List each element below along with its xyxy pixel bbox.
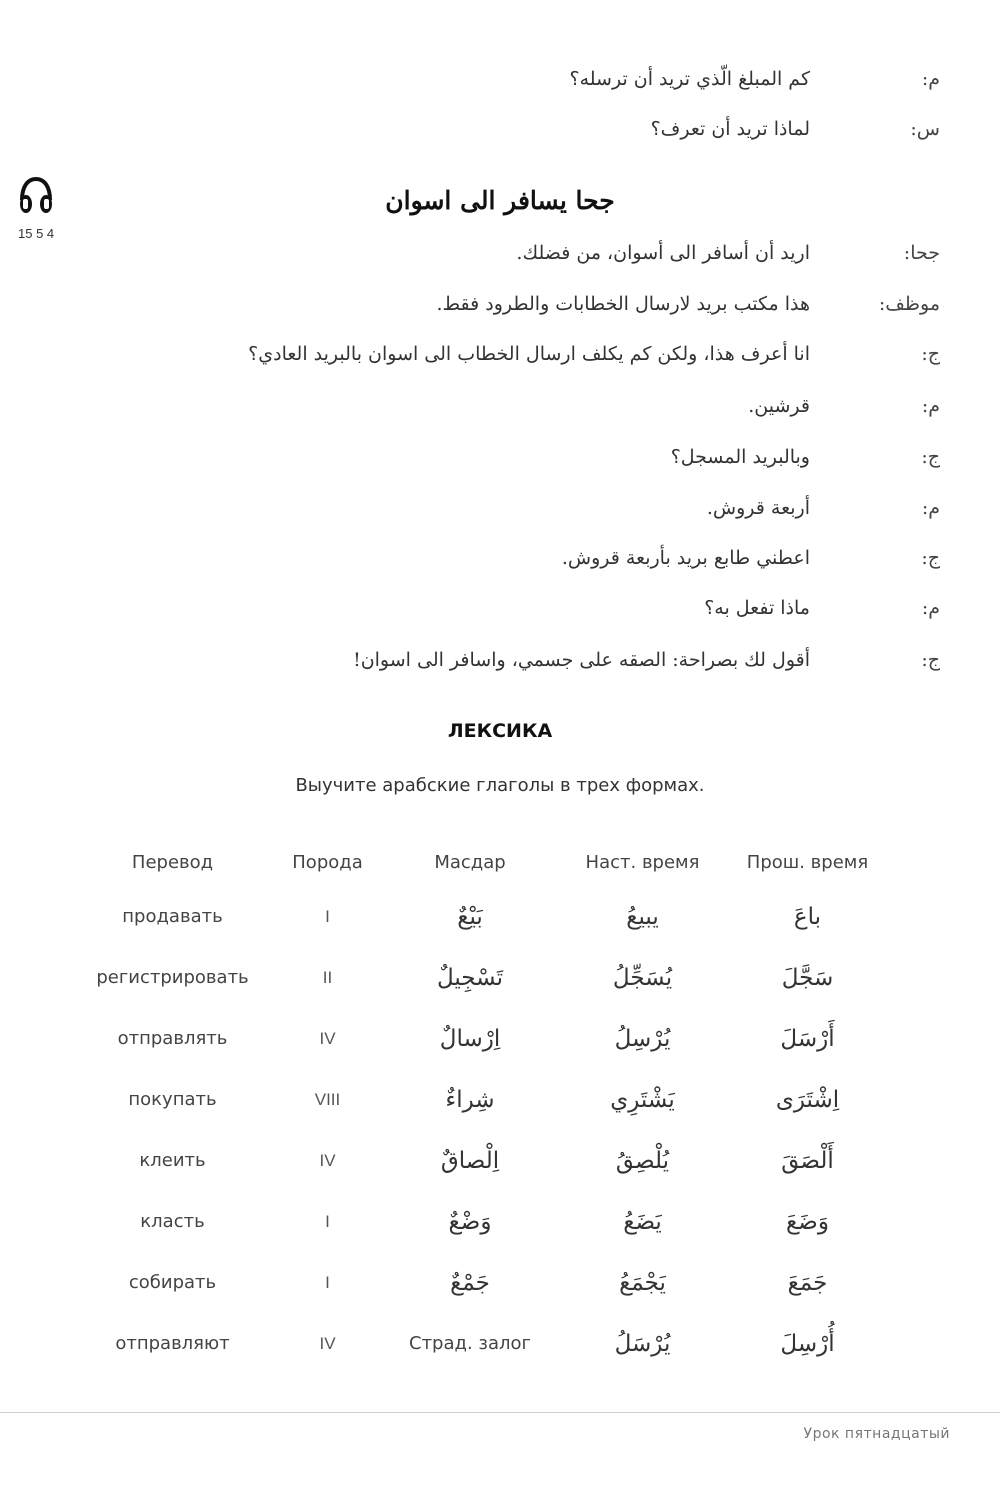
line-text: أربعة قروش. (706, 497, 810, 519)
speaker-label: موظف: (878, 293, 940, 315)
table-row (70, 1252, 890, 1313)
table-row (70, 1008, 890, 1069)
past-cell: أُرْسِلَ (780, 1330, 835, 1357)
form-cell: II (322, 967, 333, 987)
present-cell: يَجْمَعُ (619, 1269, 666, 1296)
present-cell: يُرْسِلُ (614, 1025, 671, 1052)
line-text: هذا مكتب بريد لارسال الخطابات والطرود فقط. (436, 293, 810, 315)
form-cell: VIII (314, 1089, 341, 1109)
form-cell: IV (319, 1333, 336, 1353)
line-text: اريد أن أسافر الى أسوان، من فضلك. (516, 242, 810, 264)
masdar-cell: اِلْصاقٌ (440, 1147, 500, 1174)
translation-cell: класть (140, 1211, 205, 1232)
present-cell: يُرْسَلُ (614, 1330, 671, 1357)
masdar-cell: تَسْجِيلٌ (436, 964, 504, 991)
present-cell: يبيعُ (626, 903, 659, 930)
speaker-label: م: (921, 395, 940, 417)
dialogue-line (0, 643, 1000, 683)
form-cell: I (325, 1211, 330, 1231)
line-text: قرشين. (748, 395, 810, 417)
line-text: ماذا تفعل به؟ (704, 597, 810, 619)
masdar-cell: بَيْعٌ (457, 903, 483, 930)
masdar-cell: وَضْعٌ (448, 1208, 492, 1235)
past-cell: أَلْصَقَ (781, 1147, 834, 1174)
dialogue-line (0, 287, 1000, 327)
form-cell: I (325, 906, 330, 926)
speaker-label: م: (921, 497, 940, 519)
translation-cell: собирать (128, 1272, 217, 1293)
translation-cell: клеить (139, 1150, 206, 1171)
form-cell: I (325, 1272, 330, 1292)
present-cell: يُلْصِقُ (615, 1147, 670, 1174)
header-present: Наст. время (585, 851, 700, 873)
speaker-label: ج: (921, 547, 940, 569)
line-text: أقول لك بصراحة: الصقه على جسمي، واسافر الى اسوان! (353, 649, 810, 671)
speaker-label: ج: (921, 446, 940, 468)
past-cell: اِشْتَرَى (775, 1086, 840, 1113)
speaker-label: س: (910, 118, 940, 140)
past-cell: باعَ (793, 903, 822, 930)
past-cell: أَرْسَلَ (780, 1025, 835, 1052)
masdar-cell: Страд. залог (409, 1333, 531, 1354)
intro-line-2 (0, 112, 1000, 152)
translation-cell: отправлять (117, 1028, 228, 1049)
translation-cell: регистрировать (96, 967, 249, 988)
dialogue-line (0, 591, 1000, 631)
dialogue-line (0, 491, 1000, 531)
dialogue-line (0, 337, 1000, 377)
line-text: كم المبلغ الّذي تريد أن ترسله؟ (569, 68, 810, 90)
line-text: لماذا تريد أن تعرف؟ (650, 118, 810, 140)
intro-line-1 (0, 62, 1000, 102)
present-cell: يَضَعُ (623, 1208, 662, 1235)
present-cell: يَشْتَرِي (610, 1086, 675, 1113)
line-text: اعطني طابع بريد بأربعة قروش. (561, 547, 810, 569)
footer-divider (0, 1412, 1000, 1413)
dialogue-title: جحا يسافر الى اسوان (385, 186, 615, 215)
line-text: وبالبريد المسجل؟ (670, 446, 810, 468)
speaker-label: جحا: (903, 242, 940, 264)
header-masdar: Масдар (434, 851, 506, 873)
dialogue-line (0, 440, 1000, 480)
table-row (70, 1313, 890, 1374)
instruction-text: Выучите арабские глаголы в трех формах. (295, 775, 705, 796)
masdar-cell: جَمْعٌ (450, 1269, 490, 1296)
speaker-label: م: (921, 597, 940, 619)
masdar-cell: اِرْسالٌ (439, 1025, 501, 1052)
header-form: Порода (292, 851, 363, 873)
speaker-label: ج: (921, 343, 940, 365)
header-past: Прош. время (746, 851, 869, 873)
form-cell: IV (319, 1150, 336, 1170)
table-row (70, 1191, 890, 1252)
speaker-label: م: (921, 68, 940, 90)
dialogue-line (0, 541, 1000, 581)
past-cell: جَمَعَ (787, 1269, 828, 1296)
table-header-row (70, 838, 890, 886)
table-row (70, 947, 890, 1008)
speaker-label: ج: (921, 649, 940, 671)
form-cell: IV (319, 1028, 336, 1048)
dialogue-line (0, 236, 1000, 276)
headphones-icon (18, 176, 54, 216)
masdar-cell: شِراءٌ (445, 1086, 495, 1113)
page-footer: Урок пятнадцатый (803, 1426, 950, 1442)
translation-cell: продавать (122, 906, 223, 927)
table-row (70, 886, 890, 947)
past-cell: وَضَعَ (786, 1208, 829, 1235)
translation-cell: отправляют (115, 1333, 230, 1354)
header-translation: Перевод (131, 851, 214, 873)
table-row (70, 1069, 890, 1130)
track-number: 15 5 4 (18, 226, 55, 241)
line-text: انا أعرف هذا، ولكن كم يكلف ارسال الخطاب الى اسوان بالبريد العادي؟ (248, 343, 810, 365)
past-cell: سَجَّلَ (781, 964, 834, 991)
translation-cell: покупать (128, 1089, 217, 1110)
vocabulary-table (70, 838, 890, 1374)
section-title: ЛЕКСИКА (447, 720, 553, 742)
table-row (70, 1130, 890, 1191)
dialogue-line (0, 389, 1000, 429)
present-cell: يُسَجِّلُ (612, 964, 673, 991)
